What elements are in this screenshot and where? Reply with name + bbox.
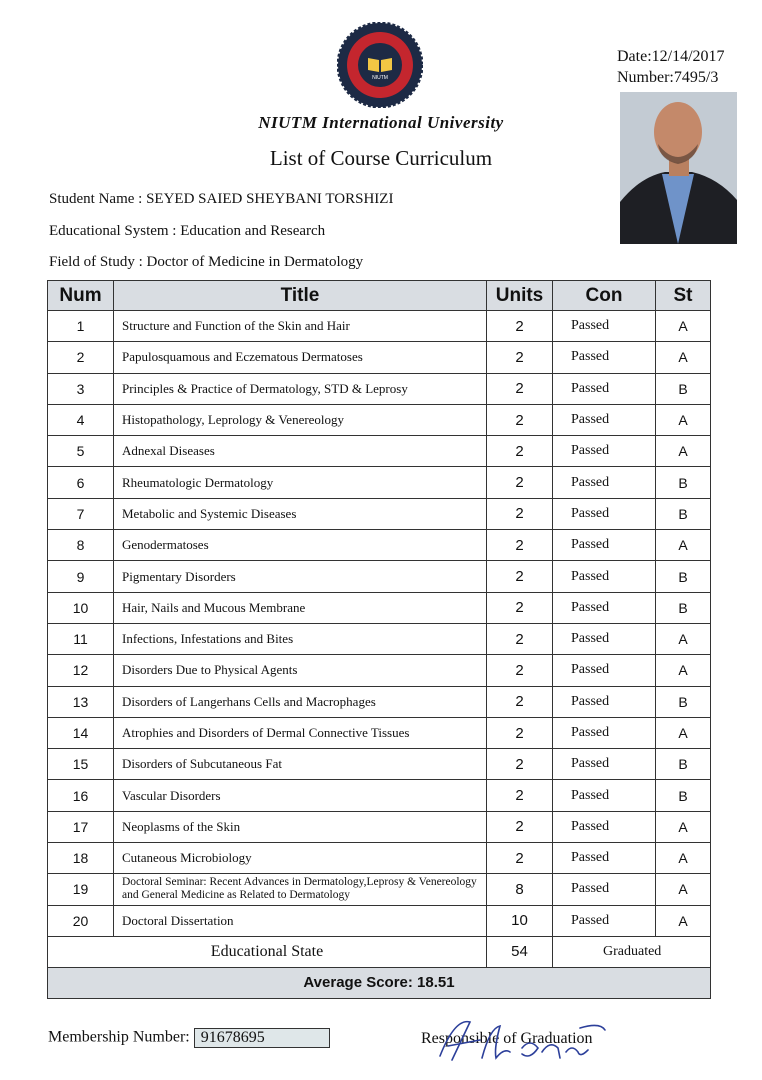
row-num: 16: [48, 780, 114, 811]
membership-label: Membership Number:: [48, 1028, 190, 1046]
row-num: 19: [48, 874, 114, 905]
row-con: Passed: [553, 467, 656, 498]
row-num: 13: [48, 686, 114, 717]
number-line: [617, 68, 718, 88]
table-row: [48, 467, 711, 498]
row-con: Passed: [553, 686, 656, 717]
header-units: Units: [487, 281, 553, 311]
row-con: Passed: [553, 436, 656, 467]
row-st: B: [656, 498, 711, 529]
row-con: Passed: [553, 404, 656, 435]
date-line: [617, 47, 725, 67]
row-con: Passed: [553, 780, 656, 811]
row-st: B: [656, 467, 711, 498]
row-units: 2: [487, 530, 553, 561]
row-title: Adnexal Diseases: [114, 436, 487, 467]
row-title: Hair, Nails and Mucous Membrane: [114, 592, 487, 623]
educational-system-line: [49, 223, 325, 240]
row-num: 7: [48, 498, 114, 529]
row-units: 2: [487, 811, 553, 842]
row-title: Neoplasms of the Skin: [114, 811, 487, 842]
row-title: Rheumatologic Dermatology: [114, 467, 487, 498]
field-of-study: Doctor of Medicine in Dermatology: [146, 254, 364, 270]
educational-state-row: [48, 936, 711, 967]
row-num: 11: [48, 623, 114, 654]
educational-system-label: Educational System :: [49, 223, 177, 239]
row-st: A: [656, 404, 711, 435]
course-table: [47, 280, 711, 999]
row-units: 2: [487, 843, 553, 874]
university-seal-logo: [337, 22, 423, 108]
row-units: 10: [487, 905, 553, 936]
date-label: Date:: [617, 48, 652, 65]
row-st: B: [656, 686, 711, 717]
row-num: 1: [48, 311, 114, 342]
row-num: 20: [48, 905, 114, 936]
row-units: 2: [487, 592, 553, 623]
row-st: B: [656, 780, 711, 811]
row-con: Passed: [553, 843, 656, 874]
student-name-line: [49, 191, 393, 208]
row-title: Cutaneous Microbiology: [114, 843, 487, 874]
row-con: Passed: [553, 655, 656, 686]
table-row: [48, 905, 711, 936]
table-row: [48, 686, 711, 717]
row-num: 5: [48, 436, 114, 467]
row-st: A: [656, 623, 711, 654]
row-num: 6: [48, 467, 114, 498]
row-st: B: [656, 373, 711, 404]
table-row: [48, 311, 711, 342]
row-con: Passed: [553, 561, 656, 592]
student-name: SEYED SAIED SHEYBANI TORSHIZI: [146, 191, 394, 207]
table-row: [48, 561, 711, 592]
row-st: A: [656, 874, 711, 905]
row-title: Disorders of Langerhans Cells and Macrophages: [114, 686, 487, 717]
row-st: B: [656, 749, 711, 780]
row-st: B: [656, 561, 711, 592]
row-title: Atrophies and Disorders of Dermal Connective Tissues: [114, 717, 487, 748]
row-con: Passed: [553, 749, 656, 780]
row-st: A: [656, 311, 711, 342]
table-row: [48, 530, 711, 561]
row-num: 15: [48, 749, 114, 780]
total-units: 54: [487, 936, 553, 967]
header-title: Title: [114, 281, 487, 311]
row-units: 2: [487, 436, 553, 467]
row-title: Metabolic and Systemic Diseases: [114, 498, 487, 529]
row-num: 2: [48, 342, 114, 373]
row-units: 2: [487, 655, 553, 686]
row-st: A: [656, 530, 711, 561]
row-num: 9: [48, 561, 114, 592]
header-num: Num: [48, 281, 114, 311]
row-units: 2: [487, 780, 553, 811]
student-photo: [620, 92, 737, 244]
university-name: NIUTM International University: [258, 113, 504, 132]
row-title: Doctoral Dissertation: [114, 905, 487, 936]
table-row: [48, 623, 711, 654]
row-st: A: [656, 905, 711, 936]
table-row: [48, 373, 711, 404]
membership-number: 91678695: [194, 1028, 330, 1048]
row-units: 2: [487, 561, 553, 592]
row-con: Passed: [553, 311, 656, 342]
educational-state-value: Graduated: [553, 936, 711, 967]
row-units: 2: [487, 311, 553, 342]
table-row: [48, 874, 711, 905]
field-of-study-line: [49, 254, 363, 271]
table-row: [48, 780, 711, 811]
number-value: 7495/3: [673, 69, 719, 86]
seal-text: NIUTM: [372, 75, 388, 81]
row-con: Passed: [553, 592, 656, 623]
row-con: Passed: [553, 623, 656, 654]
row-units: 8: [487, 874, 553, 905]
row-st: A: [656, 811, 711, 842]
row-num: 4: [48, 404, 114, 435]
table-row: [48, 436, 711, 467]
average-score: Average Score: 18.51: [48, 967, 711, 998]
row-units: 2: [487, 686, 553, 717]
table-row: [48, 655, 711, 686]
row-num: 10: [48, 592, 114, 623]
table-row: [48, 342, 711, 373]
row-title: Doctoral Seminar: Recent Advances in Dermatology,Leprosy & Venereology and General Medicine as Related to Dermatology: [114, 874, 487, 905]
row-num: 18: [48, 843, 114, 874]
row-title: Infections, Infestations and Bites: [114, 623, 487, 654]
row-title: Papulosquamous and Eczematous Dermatoses: [114, 342, 487, 373]
row-con: Passed: [553, 498, 656, 529]
signature: [430, 1008, 610, 1068]
row-units: 2: [487, 623, 553, 654]
row-units: 2: [487, 342, 553, 373]
table-row: [48, 843, 711, 874]
table-row: [48, 592, 711, 623]
table-row: [48, 404, 711, 435]
row-con: Passed: [553, 905, 656, 936]
educational-system: Education and Research: [180, 223, 326, 239]
row-st: A: [656, 342, 711, 373]
table-row: [48, 749, 711, 780]
table-row: [48, 811, 711, 842]
date-value: 12/14/2017: [651, 48, 725, 65]
row-st: A: [656, 717, 711, 748]
row-con: Passed: [553, 811, 656, 842]
row-title: Structure and Function of the Skin and Hair: [114, 311, 487, 342]
row-units: 2: [487, 373, 553, 404]
row-st: A: [656, 843, 711, 874]
document-title: List of Course Curriculum: [269, 146, 493, 170]
header-st: St: [656, 281, 711, 311]
table-header-row: [48, 281, 711, 311]
row-con: Passed: [553, 874, 656, 905]
membership-line: [48, 1028, 330, 1048]
row-title: Genodermatoses: [114, 530, 487, 561]
row-st: A: [656, 655, 711, 686]
table-row: [48, 498, 711, 529]
row-st: B: [656, 592, 711, 623]
student-name-label: Student Name :: [49, 191, 143, 207]
row-title: Pigmentary Disorders: [114, 561, 487, 592]
row-units: 2: [487, 467, 553, 498]
course-rows: [48, 311, 711, 937]
responsible-of-graduation-label: Responsible of Graduation: [421, 1030, 593, 1047]
row-num: 17: [48, 811, 114, 842]
row-title: Vascular Disorders: [114, 780, 487, 811]
row-title: Histopathology, Leprology & Venereology: [114, 404, 487, 435]
row-units: 2: [487, 749, 553, 780]
row-title: Disorders of Subcutaneous Fat: [114, 749, 487, 780]
header-con: Con: [553, 281, 656, 311]
number-label: Number:: [617, 69, 674, 86]
average-score-row: [48, 967, 711, 998]
row-st: A: [656, 436, 711, 467]
row-num: 12: [48, 655, 114, 686]
row-units: 2: [487, 498, 553, 529]
row-units: 2: [487, 717, 553, 748]
educational-state-label: Educational State: [48, 936, 487, 967]
field-of-study-label: Field of Study :: [49, 254, 143, 270]
row-con: Passed: [553, 373, 656, 404]
row-title: Principles & Practice of Dermatology, STD & Leprosy: [114, 373, 487, 404]
row-num: 14: [48, 717, 114, 748]
row-units: 2: [487, 404, 553, 435]
row-con: Passed: [553, 530, 656, 561]
row-title: Disorders Due to Physical Agents: [114, 655, 487, 686]
table-row: [48, 717, 711, 748]
row-num: 8: [48, 530, 114, 561]
row-con: Passed: [553, 342, 656, 373]
row-con: Passed: [553, 717, 656, 748]
row-num: 3: [48, 373, 114, 404]
